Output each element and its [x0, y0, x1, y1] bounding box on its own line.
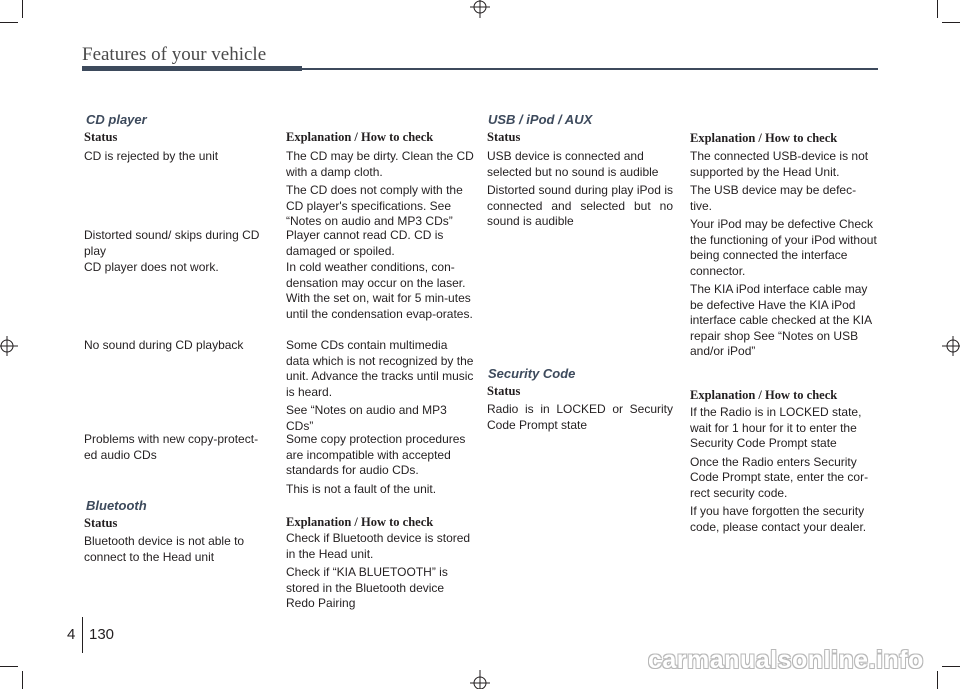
crop-mark-bottom-right-v — [937, 671, 938, 689]
cd-row-5-status: Problems with new copy-protect-ed audio CDs — [84, 432, 259, 462]
cd-player-section-title: CD player — [86, 112, 147, 127]
page-number: 130 — [89, 626, 115, 643]
page-number-divider — [82, 617, 83, 653]
bluetooth-explanation-1: Check if Bluetooth device is stored in the Head unit. — [286, 531, 471, 561]
usb-status — [487, 149, 673, 233]
cd-row-4-status: No sound during CD playback — [84, 338, 244, 352]
usb-explanation-2: The USB device may be defec-tive. — [690, 183, 857, 213]
bluetooth-section-title: Bluetooth — [86, 498, 147, 513]
registration-mark-top — [468, 0, 492, 20]
crop-mark-bottom-left-h — [0, 666, 18, 667]
cd-row-3-status: CD player does not work. — [84, 260, 219, 274]
crop-mark-top-left-v — [22, 0, 23, 18]
cd-row-2-status: Distorted sound/ skips during CD play — [84, 228, 260, 258]
security-explanation-column-header: Explanation / How to check — [690, 388, 838, 402]
cd-row-1-explanation — [286, 149, 474, 233]
usb-explanation-3: Your iPod may be defective Check the functioning of your iPod without being connected the interface connector. — [690, 217, 877, 278]
usb-section-title: USB / iPod / AUX — [488, 112, 593, 127]
registration-mark-right — [940, 334, 960, 358]
crop-mark-bottom-left-v — [22, 671, 23, 689]
cd-row-1-status: CD is rejected by the unit — [84, 149, 219, 163]
cd-row-5-explanation — [286, 432, 474, 500]
usb-status-2: Distorted sound during play iPod is connected and selected but no sound is audible — [487, 183, 673, 228]
usb-explanation-column-header: Explanation / How to check — [690, 131, 838, 145]
crop-mark-bottom-right-h — [942, 666, 960, 667]
cd-row-2-explanation: Player cannot read CD. CD is damaged or spoiled. — [286, 228, 444, 258]
cd-row-5-explanation-1: Some copy protection procedures are incompatible with accepted standards for audio CDs. — [286, 432, 466, 477]
chapter-number: 4 — [67, 626, 76, 643]
header-rule-dark — [82, 66, 302, 71]
security-status: Radio is in LOCKED or Security Code Prompt state — [487, 402, 673, 432]
page-header-title: Features of your vehicle — [82, 44, 267, 65]
cd-row-1-explanation-2: The CD does not comply with the CD player's specifications. See “Notes on audio and MP3 CDs” — [286, 183, 463, 228]
security-explanation-1: If the Radio is in LOCKED state, wait for 1 hour for it to enter the Security Code Prompt state — [690, 405, 862, 450]
registration-mark-bottom — [468, 670, 492, 689]
security-explanation-3: If you have forgotten the security code, please contact your dealer. — [690, 504, 867, 534]
cd-status-column-header: Status — [84, 130, 118, 144]
usb-status-1: USB device is connected and selected but no sound is audible — [487, 149, 659, 179]
cd-row-4-explanation — [286, 338, 474, 437]
crop-mark-top-right-h — [942, 22, 960, 23]
registration-mark-left — [0, 334, 20, 358]
bluetooth-explanation-column-header: Explanation / How to check — [286, 515, 434, 529]
header-rule — [302, 68, 878, 70]
cd-explanation-column-header: Explanation / How to check — [286, 130, 434, 144]
security-explanation-2: Once the Radio enters Security Code Prompt state, enter the cor-rect security code. — [690, 454, 869, 500]
usb-status-column-header: Status — [487, 130, 521, 144]
bluetooth-explanation — [286, 531, 474, 615]
crop-mark-top-left-h — [0, 22, 18, 23]
cd-row-4-explanation-2: See “Notes on audio and MP3 CDs” — [286, 403, 447, 433]
bluetooth-status-column-header: Status — [84, 516, 118, 530]
cd-row-5-explanation-2: This is not a fault of the unit. — [286, 481, 437, 496]
security-explanation — [690, 405, 878, 538]
crop-mark-top-right-v — [937, 0, 938, 18]
cd-row-4-explanation-1: Some CDs contain multimedia data which is not recognized by the unit. Advance the tracks until music is heard. — [286, 338, 474, 399]
bluetooth-explanation-2: Check if “KIA BLUETOOTH” is stored in the Bluetooth device Redo Pairing — [286, 565, 448, 610]
cd-row-3-explanation: In cold weather conditions, con-densation may occur on the laser. With the set on, wait for 5 min-utes until the condensation evap-orates. — [286, 260, 473, 321]
cd-row-1-explanation-1: The CD may be dirty. Clean the CD with a damp cloth. — [286, 149, 474, 179]
security-section-title: Security Code — [488, 366, 576, 381]
usb-explanation — [690, 149, 878, 363]
bluetooth-status: Bluetooth device is not able to connect to the Head unit — [84, 534, 245, 564]
security-status-column-header: Status — [487, 384, 521, 398]
usb-explanation-1: The connected USB-device is not supported by the Head Unit. — [690, 149, 869, 179]
usb-explanation-4: The KIA iPod interface cable may be defective Have the KIA iPod interface cable checked at the KIA repair shop See “Notes on USB and/or iPod” — [690, 282, 872, 358]
watermark: carmanualsonline.info — [648, 646, 924, 674]
